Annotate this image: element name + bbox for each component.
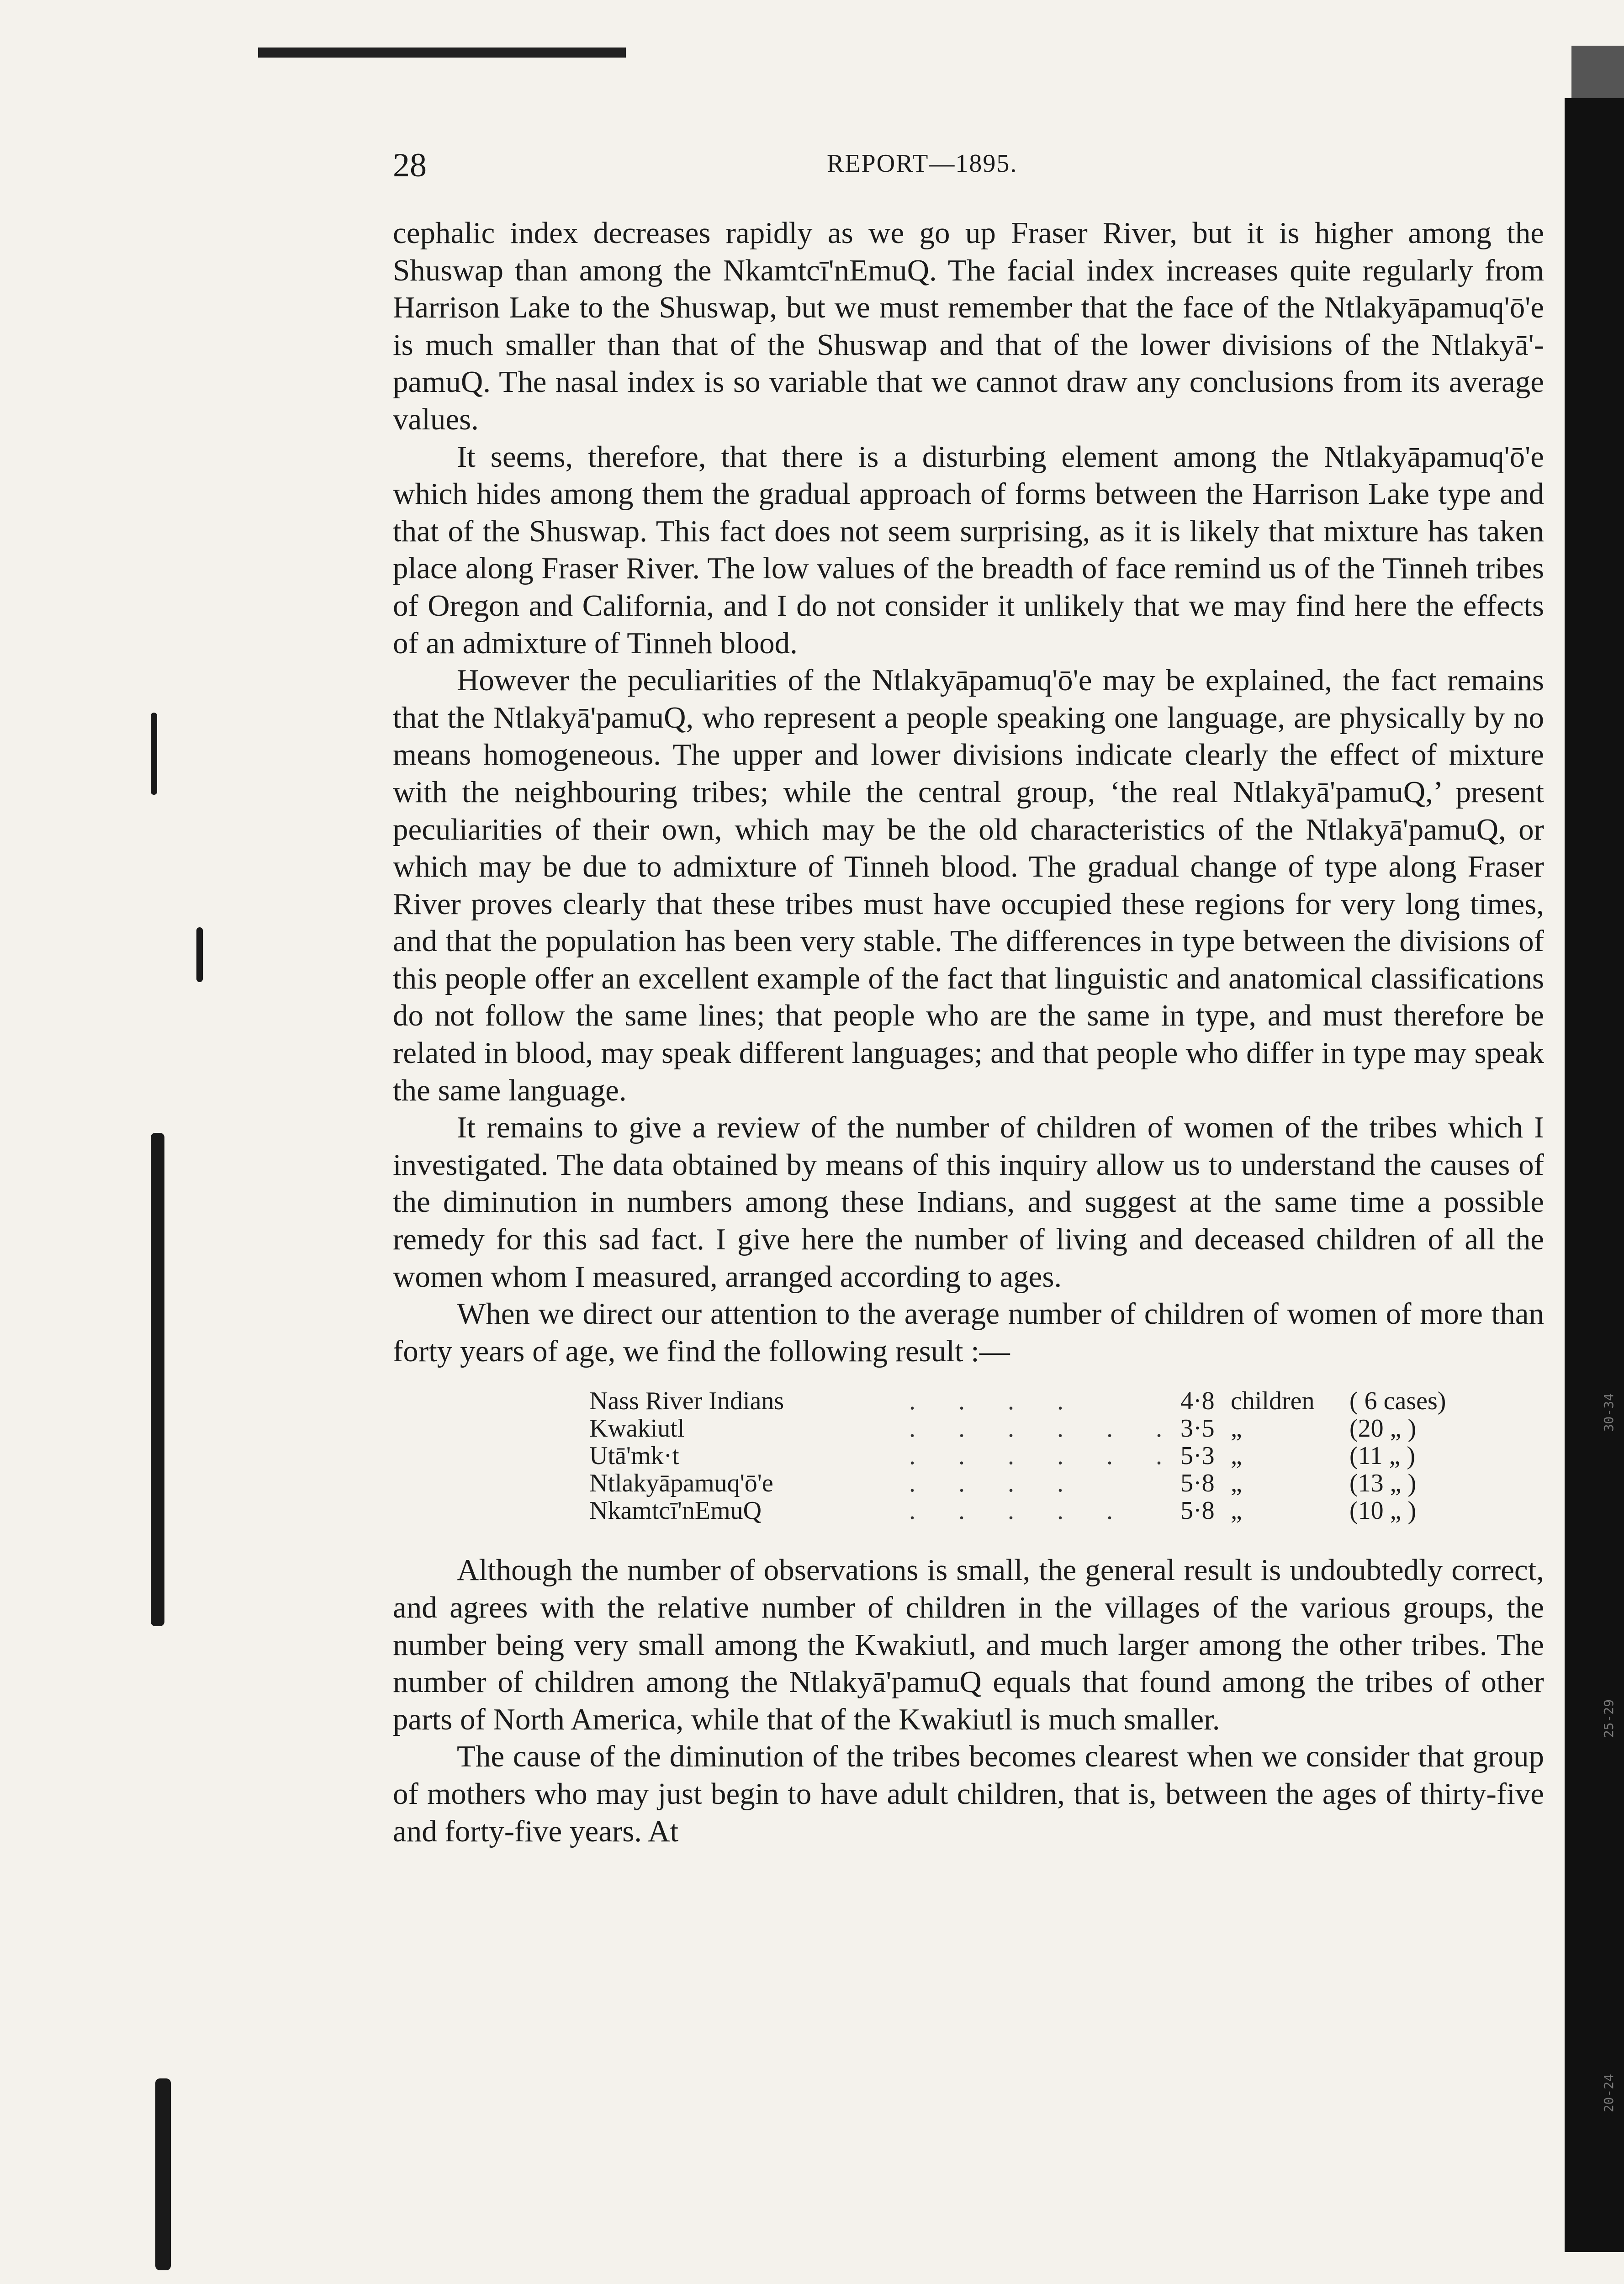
paragraph: The cause of the diminution of the tribes becomes clearest when we consider that group of mothers who may just begin to have adult children, that is, between the ages of thirty-five and forty-five years. At xyxy=(393,1739,1544,1848)
leader-dots: . . . . xyxy=(909,1469,1082,1498)
unit: „ xyxy=(1231,1469,1242,1498)
table-row xyxy=(589,1470,1450,1497)
average-children: 3·5 xyxy=(1180,1414,1215,1443)
paragraph: When we direct our attention to the average number of children of women of more than forty years of age, we find the following result :— xyxy=(393,1297,1544,1368)
unit: „ xyxy=(1231,1496,1242,1525)
margin-number: 25-29 xyxy=(1601,1699,1616,1738)
binding-cap xyxy=(1571,46,1624,100)
leader-dots: . . . . xyxy=(909,1387,1082,1416)
tribe-name: Nkamtcī'nEmuQ xyxy=(589,1496,762,1525)
margin-smudge xyxy=(155,2078,171,2270)
paragraph: However the peculiarities of the Ntlakyāpamuq'ō'e may be explained, the fact remains that the Ntlakyā'pamuQ, who represent a people speaking one language, are physically by no means homogeneous. The upper and lower divisions indicate clearly the effect of mixture with the neighbouring tribes; while the central group, ‘the real Ntlakyā'pamuQ,’ present peculiarities of their own, which may be the old characteristics of the Ntlakyā'pamuQ, or which may be due to admixture of Tinneh blood. The gradual change of type along Fraser River proves clearly that these tribes must have occupied these regions for very long times, and that the population has been very stable. The differences in type between the divisions of this people offer an excellent example of the fact that linguistic and anatomical classifications do not follow the same lines; that people who are the same in type, and must therefore be related in blood, may speak different languages; and that people who differ in type may speak the same language. xyxy=(393,663,1544,1107)
margin-number: 30-34 xyxy=(1601,1393,1616,1432)
margin-smudge xyxy=(196,927,203,982)
body-text xyxy=(393,215,1544,1850)
margin-number: 20-24 xyxy=(1601,2074,1616,2113)
table-row xyxy=(589,1442,1450,1470)
case-count: (10 „ ) xyxy=(1349,1496,1417,1525)
average-children: 5·8 xyxy=(1180,1496,1215,1525)
paragraph: It seems, therefore, that there is a disturbing element among the Ntlakyāpamuq'ō'e which hides among them the gradual approach of forms between the Harrison Lake type and that of the Shuswap. This fact does not seem surprising, as it is likely that mixture has taken place along Fraser River. The low values of the breadth of face remind us of the Tinneh tribes of Oregon and California, and I do not consider it unlikely that we may find here the effects of an admixture of Tinneh blood. xyxy=(393,439,1544,660)
top-scan-rule xyxy=(258,48,626,58)
unit: children xyxy=(1231,1387,1315,1416)
case-count: (20 „ ) xyxy=(1349,1414,1417,1443)
tribe-name: Ntlakyāpamuq'ō'e xyxy=(589,1469,773,1498)
case-count: (11 „ ) xyxy=(1349,1442,1416,1470)
tribe-name: Utā'mk·t xyxy=(589,1442,679,1470)
margin-smudge xyxy=(151,1133,164,1626)
case-count: ( 6 cases) xyxy=(1349,1387,1446,1416)
paragraph: It remains to give a review of the number of children of women of the tribes which I investigated. The data obtained by means of this inquiry allow us to understand the causes of the diminution in numbers among these Indians, and suggest at the same time a possible remedy for this sad fact. I give here the number of living and deceased children of all the women whom I measured, arranged according to ages. xyxy=(393,1110,1544,1294)
right-binding-edge xyxy=(1565,98,1624,2252)
leader-dots: . . . . . . xyxy=(909,1442,1180,1470)
average-children: 5·3 xyxy=(1180,1442,1215,1470)
leader-dots: . . . . . . xyxy=(909,1414,1180,1443)
paragraph: Although the number of observations is small, the general result is undoubtedly correct, and agrees with the relative number of children in the villages of the various groups, the number being very small among the Kwakiutl, and much larger among the other tribes. The number of children among the Ntlakyā'pamuQ equals that found among the tribes of other parts of North America, while that of the Kwakiutl is much smaller. xyxy=(393,1553,1544,1736)
page-header xyxy=(393,146,1544,187)
average-children: 5·8 xyxy=(1180,1469,1215,1498)
running-title: REPORT—1895. xyxy=(827,149,1018,178)
leader-dots: . . . . . xyxy=(909,1496,1131,1525)
table-row xyxy=(589,1387,1450,1415)
paragraph: cephalic index decreases rapidly as we go up Fraser River, but it is higher among the Shuswap than among the Nkamtcī'nEmuQ. The facial index increases quite regularly from Harrison Lake to the Shuswap, but we must remember that the face of the Ntlakyāpamuq'ō'e is much smaller than that of the Shuswap and that of the lower divisions of the Ntlakyā'-pamuQ. The nasal index is so variable that we cannot draw any conclusions from its average values. xyxy=(393,216,1544,436)
table-row xyxy=(589,1415,1450,1442)
tribe-name: Kwakiutl xyxy=(589,1414,685,1443)
tribe-name: Nass River Indians xyxy=(589,1387,784,1416)
unit: „ xyxy=(1231,1442,1242,1470)
table-row xyxy=(589,1497,1450,1524)
page-number: 28 xyxy=(393,147,427,184)
children-per-woman-table xyxy=(589,1387,1450,1524)
unit: „ xyxy=(1231,1414,1242,1443)
case-count: (13 „ ) xyxy=(1349,1469,1417,1498)
average-children: 4·8 xyxy=(1180,1387,1215,1416)
margin-smudge xyxy=(151,713,157,795)
